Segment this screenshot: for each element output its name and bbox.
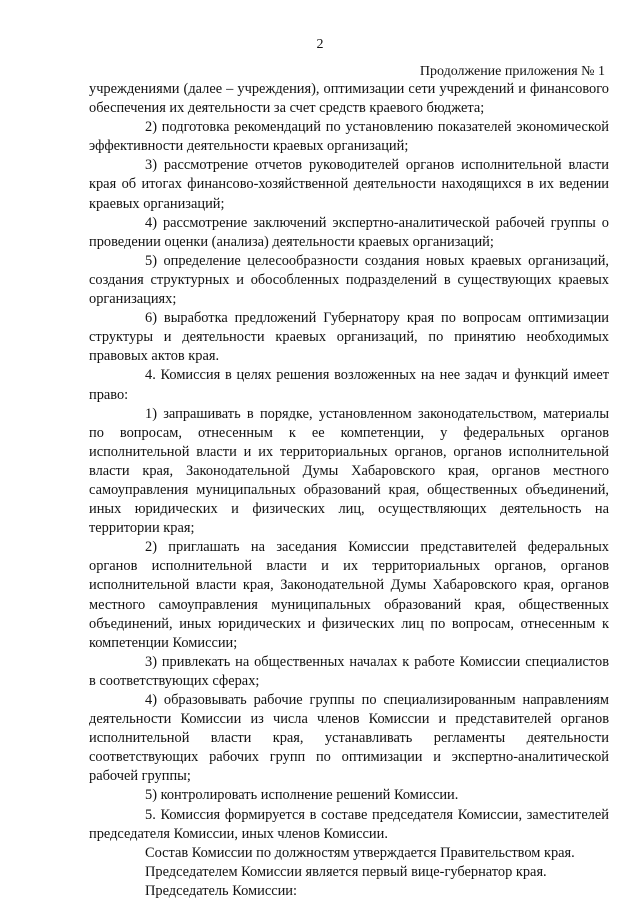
paragraph-composition: Состав Комиссии по должностям утверждается Правительством края. bbox=[145, 844, 575, 861]
document-body bbox=[89, 80, 609, 901]
paragraph-item-3: 3) рассмотрение отчетов руководителей органов исполнительной власти края об итогах финансово-хозяйственной деятельности находящихся в их ведении краевых организаций; bbox=[89, 157, 609, 212]
paragraph-section-4: 4. Комиссия в целях решения возложенных на нее задач и функций имеет право: bbox=[89, 367, 609, 403]
paragraph-item-4: 4) рассмотрение заключений экспертно-аналитической рабочей группы о проведении оценки (анализа) деятельности краевых организаций; bbox=[89, 214, 609, 250]
paragraph-continuation: учреждениями (далее – учреждения), оптимизации сети учреждений и финансового обеспечения их деятельности за счет средств краевого бюджета; bbox=[89, 81, 609, 117]
paragraph-item-6: 6) выработка предложений Губернатору края по вопросам оптимизации структуры и деятельности краевых организаций, по принятию необходимых правовых актов края. bbox=[89, 310, 609, 365]
appendix-continuation-note: Продолжение приложения № 1 bbox=[419, 64, 605, 79]
paragraph-right-1: 1) запрашивать в порядке, установленном законодательством, материалы по вопросам, отнесенным к ее компетенции, у федеральных органов исполнительной власти и их территориальных органов, органов исполнительной власти края, Законодательной Думы Хабаровского края, органов местного самоуправления муниципальных образований края, общественных объединений, иных юридических и физических лиц, осуществляющих деятельность на территории края; bbox=[89, 405, 609, 537]
paragraph-right-4: 4) образовывать рабочие группы по специализированным направлениям деятельности Комиссии из числа членов Комиссии и представителей органов исполнительной власти края, устанавливать регламенты деятельности соответствующих рабочих групп по оптимизации и экспертно-аналитической рабочей группы; bbox=[89, 692, 609, 785]
paragraph-right-5: 5) контролировать исполнение решений Комиссии. bbox=[145, 787, 459, 804]
paragraph-item-2: 2) подготовка рекомендаций по установлению показателей экономической эффективности деятельности краевых организаций; bbox=[89, 119, 609, 155]
page-number: 2 bbox=[316, 37, 324, 52]
paragraph-chairman: Председателем Комиссии является первый вице-губернатор края. bbox=[145, 863, 547, 880]
paragraph-right-3: 3) привлекать на общественных началах к работе Комиссии специалистов в соответствующих сферах; bbox=[89, 653, 609, 689]
paragraph-item-5: 5) определение целесообразности создания новых краевых организаций, создания структурных и обособленных подразделений в существующих краевых организациях; bbox=[89, 252, 609, 308]
paragraph-right-2: 2) приглашать на заседания Комиссии представителей федеральных органов исполнительной власти и их территориальных органов, органов исполнительной власти края, Законодательной Думы Хабаровского края, органов местного самоуправления муниципальных образований края, общественных объединений, иных юридических и физических лиц по вопросам, отнесенным к компетенции Комиссии; bbox=[89, 539, 609, 651]
paragraph-section-5: 5. Комиссия формируется в составе председателя Комиссии, заместителей председателя Комиссии, иных членов Комиссии. bbox=[89, 806, 609, 842]
paragraph-chairman-duties: Председатель Комиссии: bbox=[145, 882, 298, 899]
